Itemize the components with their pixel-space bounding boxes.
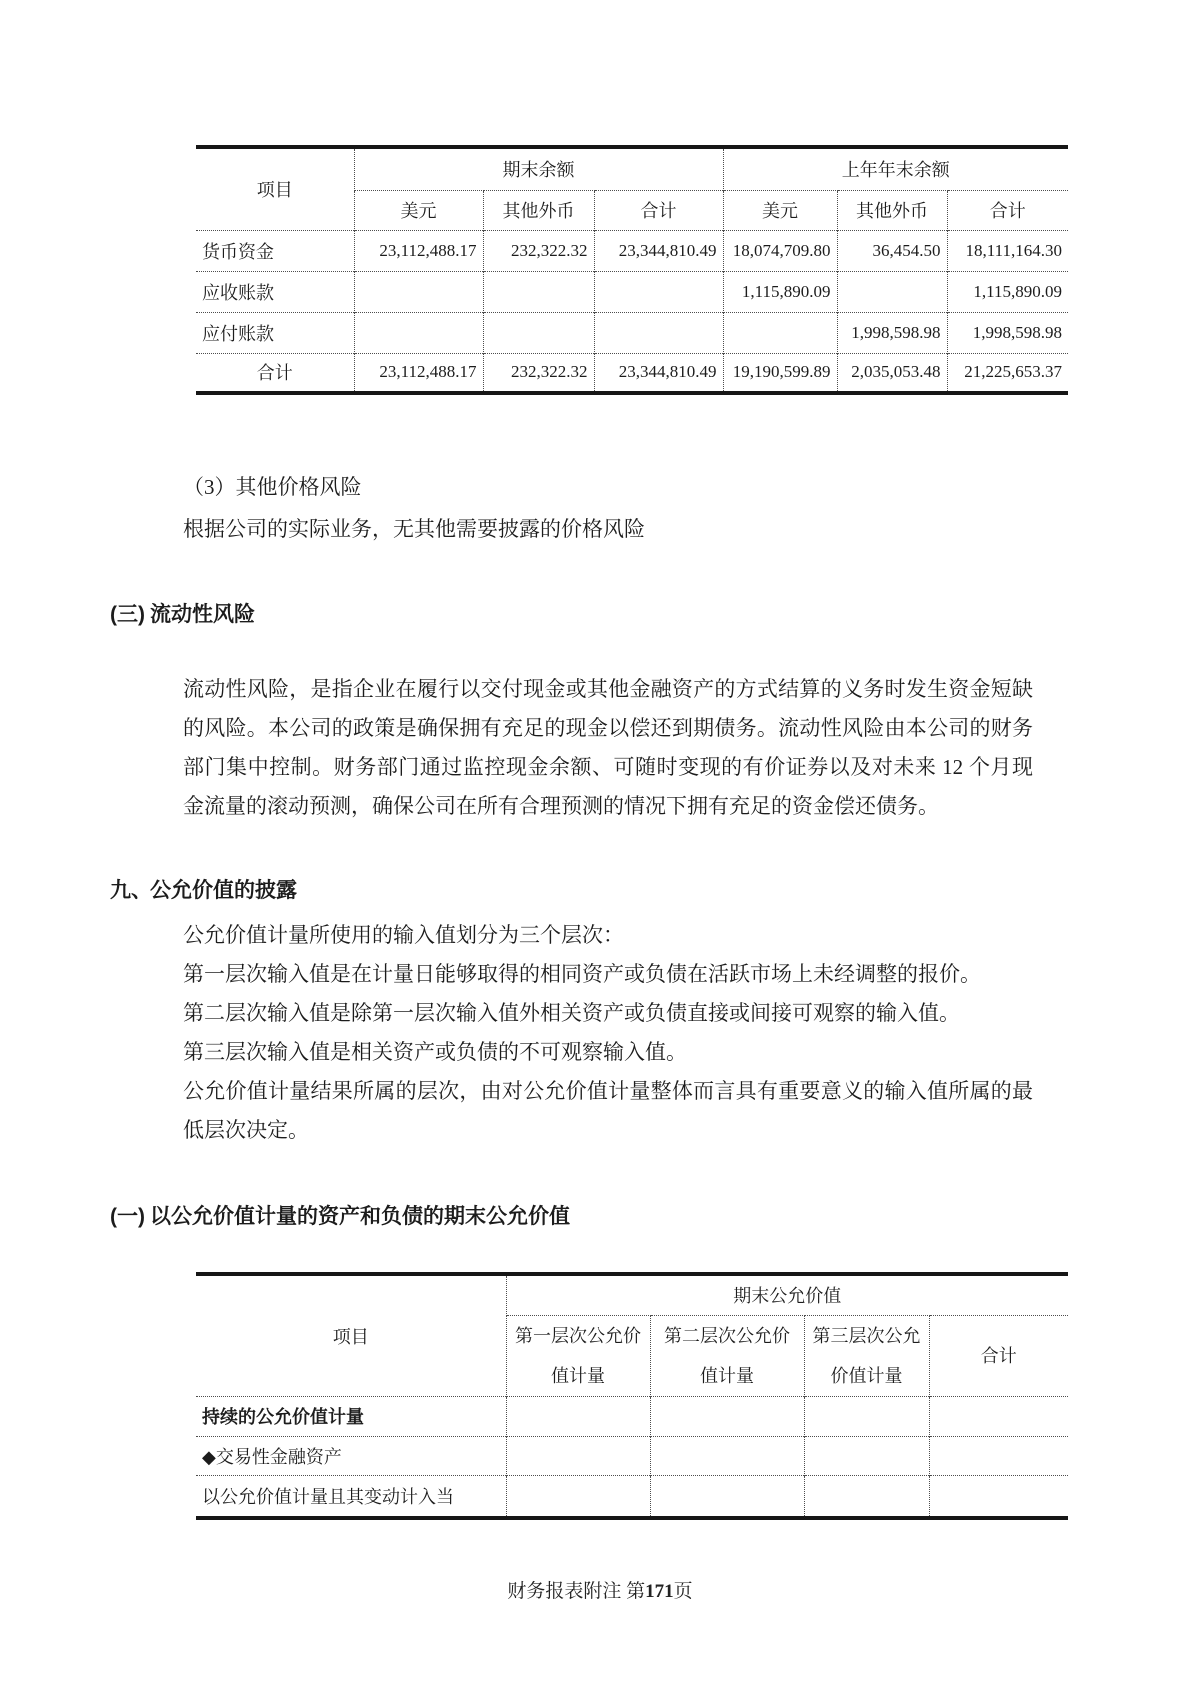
table-row [196, 1396, 1068, 1436]
table-row [196, 312, 1068, 353]
sub-header-cell: 美元 [723, 190, 837, 230]
empty-cell [804, 1475, 929, 1518]
sub-header-cell: 其他外币 [837, 190, 947, 230]
table-row [196, 353, 1068, 393]
row-label-cell: 持续的公允价值计量 [196, 1396, 506, 1436]
value-cell: 23,344,810.49 [594, 353, 723, 393]
empty-cell [837, 271, 947, 312]
fair-value-hierarchy-line: 公允价值计量结果所属的层次，由对公允价值计量整体而言具有重要意义的输入值所属的最低层次决定。 [183, 1079, 1033, 1142]
footer-label-suffix: 页 [673, 1581, 693, 1602]
value-cell: 18,111,164.30 [947, 230, 1068, 271]
empty-cell [354, 312, 483, 353]
page-footer [0, 1576, 1200, 1603]
table-row [196, 1475, 1068, 1518]
row-label-cell: 应付账款 [196, 312, 354, 353]
value-cell: 23,112,488.17 [354, 230, 483, 271]
liquidity-risk-paragraph: 流动性风险，是指企业在履行以交付现金或其他金融资产的方式结算的义务时发生资金短缺的风险。本公司的政策是确保拥有充足的现金以偿还到期债务。流动性风险由本公司的财务部门集中控制。财务部门通过监控现金余额、可随时变现的有价证券以及对未来 12 个月现金流量的滚动预测，确保公司在所有合理预测的情况下拥有充足的资金偿还债务。 [183, 677, 1033, 818]
section-title: 公允价值的披露 [150, 879, 297, 902]
value-cell: 232,322.32 [483, 230, 594, 271]
footer-page-number: 171 [645, 1581, 674, 1602]
section-title: 以公允价值计量的资产和负债的期末公允价值 [150, 1205, 570, 1228]
row-label-cell: 应收账款 [196, 271, 354, 312]
section-title: 流动性风险 [150, 603, 255, 626]
table-row [196, 230, 1068, 271]
sub-header-cell: 合计 [594, 190, 723, 230]
section-label: 九、 [110, 879, 152, 902]
value-cell: 19,190,599.89 [723, 353, 837, 393]
empty-cell [929, 1396, 1068, 1436]
table-row [196, 271, 1068, 312]
value-cell: 18,074,709.80 [723, 230, 837, 271]
total-label-cell: 合计 [196, 353, 354, 393]
sub-header-cell: 美元 [354, 190, 483, 230]
section-fv-assets-heading [110, 1202, 570, 1232]
section-label: (三) [110, 603, 145, 626]
subsection-price-risk-heading: （3）其他价格风险 [183, 475, 362, 499]
empty-cell [483, 271, 594, 312]
group-header-cell: 期末余额 [354, 147, 723, 190]
empty-cell [929, 1436, 1068, 1475]
sub-header-cell: 合计 [929, 1315, 1068, 1396]
empty-cell [506, 1396, 650, 1436]
empty-cell [594, 271, 723, 312]
fair-value-level1-line: 第一层次输入值是在计量日能够取得的相同资产或负债在活跃市场上未经调整的报价。 [183, 962, 981, 986]
fair-value-table [196, 1272, 1068, 1520]
section-label: (一) [110, 1205, 145, 1228]
fair-value-level3-line: 第三层次输入值是相关资产或负债的不可观察输入值。 [183, 1040, 687, 1064]
value-cell: 1,998,598.98 [837, 312, 947, 353]
item-header-cell: 项目 [332, 1326, 369, 1347]
foreign-currency-balance-table [196, 145, 1068, 395]
row-label-cell: 货币资金 [196, 230, 354, 271]
empty-cell [650, 1436, 804, 1475]
sub-header-cell: 其他外币 [483, 190, 594, 230]
empty-cell [483, 312, 594, 353]
value-cell: 36,454.50 [837, 230, 947, 271]
empty-cell [506, 1436, 650, 1475]
empty-cell [804, 1396, 929, 1436]
empty-cell [650, 1396, 804, 1436]
value-cell: 23,112,488.17 [354, 353, 483, 393]
row-label-cell: 以公允价值计量且其变动计入当 [196, 1475, 506, 1518]
row-label-cell: ◆交易性金融资产 [196, 1436, 506, 1475]
group-header-cell: 上年年末余额 [723, 147, 1068, 190]
value-cell: 2,035,053.48 [837, 353, 947, 393]
sub-header-cell: 第二层次公允价值计量 [650, 1315, 804, 1396]
value-cell: 1,115,890.09 [723, 271, 837, 312]
value-cell: 232,322.32 [483, 353, 594, 393]
fair-value-level2-line: 第二层次输入值是除第一层次输入值外相关资产或负债直接或间接可观察的输入值。 [183, 1001, 960, 1025]
table-row [196, 1274, 1068, 1315]
empty-cell [804, 1436, 929, 1475]
item-header-cell: 项目 [256, 180, 293, 201]
fair-value-intro-line: 公允价值计量所使用的输入值划分为三个层次： [183, 923, 624, 947]
section-liquidity-risk [110, 600, 255, 630]
table-row [196, 147, 1068, 190]
value-cell: 1,998,598.98 [947, 312, 1068, 353]
sub-header-cell: 第一层次公允价值计量 [506, 1315, 650, 1396]
empty-cell [354, 271, 483, 312]
value-cell: 23,344,810.49 [594, 230, 723, 271]
empty-cell [594, 312, 723, 353]
value-cell: 1,115,890.09 [947, 271, 1068, 312]
empty-cell [723, 312, 837, 353]
sub-header-cell: 第三层次公允价值计量 [804, 1315, 929, 1396]
group-header-cell: 期末公允价值 [506, 1274, 1068, 1315]
empty-cell [506, 1475, 650, 1518]
empty-cell [929, 1475, 1068, 1518]
footer-label: 财务报表附注 第 [507, 1581, 646, 1602]
fair-value-level-lines [183, 916, 1033, 1150]
value-cell: 21,225,653.37 [947, 353, 1068, 393]
section-fair-value-disclosure [110, 876, 297, 906]
price-risk-body-text: 根据公司的实际业务，无其他需要披露的价格风险 [183, 517, 645, 541]
sub-header-cell: 合计 [947, 190, 1068, 230]
empty-cell [650, 1475, 804, 1518]
table-row [196, 1436, 1068, 1475]
